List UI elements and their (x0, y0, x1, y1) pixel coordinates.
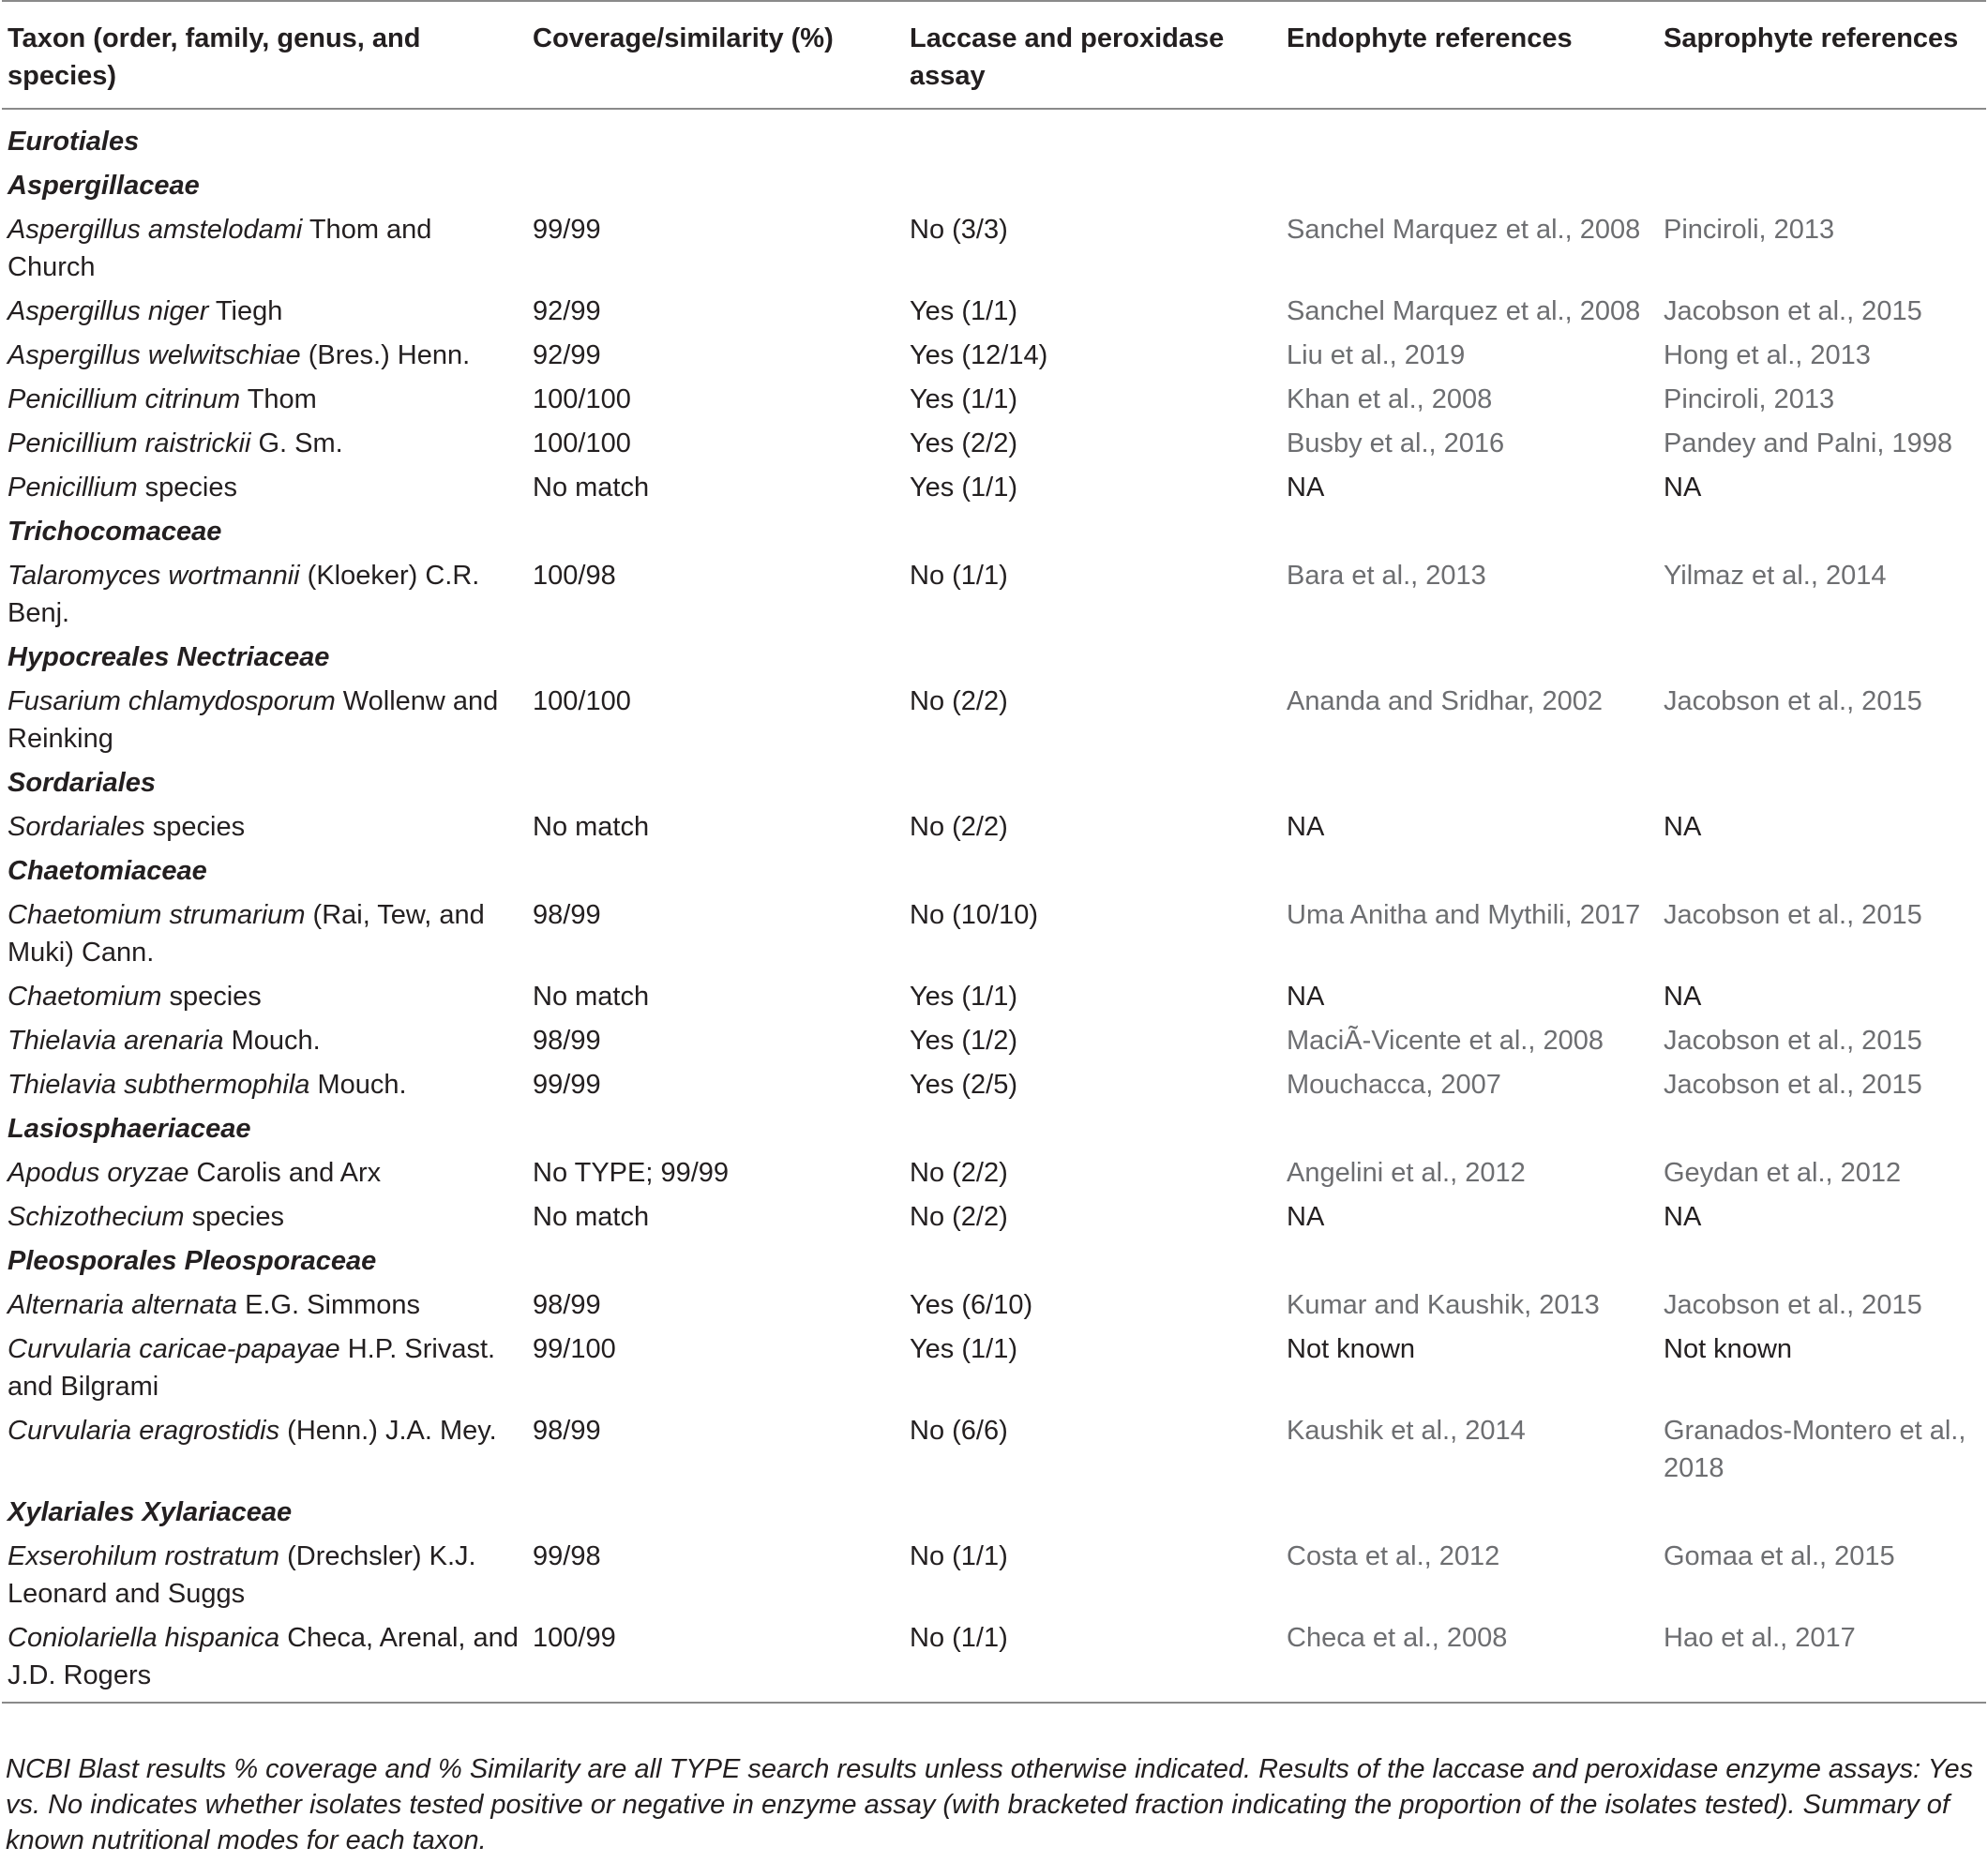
table-row (2, 1283, 1986, 1327)
taxon-group-label: Lasiosphaeriaceae (8, 1114, 251, 1144)
taxon-authority: species (144, 812, 246, 842)
taxon-cell (2, 1615, 527, 1703)
coverage-cell: 99/99 (533, 1070, 601, 1100)
endophyte-reference-cell: Checa et al., 2008 (1281, 1615, 1658, 1703)
saprophyte-reference-cell: NA (1664, 473, 1702, 503)
taxon-group-row (2, 163, 1986, 207)
endophyte-reference-cell: NA (1287, 473, 1325, 503)
table-row (2, 377, 1986, 421)
coverage-cell: 99/100 (533, 1334, 616, 1364)
coverage-cell: 100/100 (533, 428, 631, 458)
saprophyte-reference-cell: Jacobson et al., 2015 (1664, 900, 1922, 930)
taxon-species-name: Curvularia eragrostidis (8, 1416, 280, 1446)
table-row (2, 1327, 1986, 1408)
endophyte-reference-cell: MaciÃ-Vicente et al., 2008 (1287, 1026, 1604, 1056)
table-row (2, 1018, 1986, 1062)
taxon-species-name: Thielavia arenaria (8, 1026, 224, 1056)
saprophyte-reference-cell: Pandey and Palni, 1998 (1664, 428, 1952, 458)
assay-cell: Yes (2/2) (910, 428, 1017, 458)
taxon-authority: species (184, 1202, 284, 1232)
endophyte-reference-cell: Bara et al., 2013 (1287, 561, 1486, 591)
assay-cell: No (2/2) (910, 686, 1008, 716)
header-row (2, 1, 1986, 109)
table-row (2, 1408, 1986, 1490)
saprophyte-reference-cell: Jacobson et al., 2015 (1664, 686, 1922, 716)
taxon-cell (2, 1062, 527, 1106)
endophyte-reference-cell: Sanchel Marquez et al., 2008 (1287, 215, 1641, 245)
assay-cell: Yes (1/1) (910, 982, 1017, 1012)
assay-cell: Yes (1/1) (910, 296, 1017, 326)
assay-cell: Yes (1/2) (910, 1026, 1017, 1056)
taxon-authority: Wollenw and Reinking (8, 686, 506, 754)
taxon-species-name: Aspergillus amstelodami (8, 215, 303, 245)
coverage-cell: 98/99 (533, 1416, 601, 1446)
endophyte-reference-cell: Costa et al., 2012 (1287, 1541, 1500, 1571)
taxon-species-name: Penicillium (8, 473, 138, 503)
taxon-cell (2, 1150, 527, 1194)
taxon-species-name: Chaetomium strumarium (8, 900, 306, 930)
coverage-cell: 100/100 (533, 384, 631, 414)
table-row (2, 289, 1986, 333)
coverage-cell: 100/100 (533, 686, 631, 716)
saprophyte-reference-cell: Hao et al., 2017 (1658, 1615, 1986, 1703)
assay-cell: Yes (1/1) (910, 473, 1017, 503)
table-row (2, 333, 1986, 377)
assay-cell: No (2/2) (910, 812, 1008, 842)
taxon-cell (2, 1018, 527, 1062)
endophyte-reference-cell: Mouchacca, 2007 (1287, 1070, 1501, 1100)
taxon-group-label: Aspergillaceae (8, 171, 200, 201)
taxon-group-label: Trichocomaceae (8, 517, 222, 547)
taxon-cell (2, 1283, 527, 1327)
table-row (2, 465, 1986, 509)
taxon-species-name: Sordariales (8, 812, 145, 842)
assay-cell: No (2/2) (910, 1158, 1008, 1188)
taxon-group-row (2, 848, 1986, 893)
taxon-cell (2, 289, 527, 333)
taxon-authority: E.G. Simmons (237, 1290, 421, 1320)
saprophyte-reference-cell: Pinciroli, 2013 (1664, 215, 1835, 245)
endophyte-reference-cell: NA (1287, 1202, 1325, 1232)
endophyte-reference-cell: Angelini et al., 2012 (1287, 1158, 1526, 1188)
taxon-cell (2, 893, 527, 974)
header-endophyte: Endophyte references (1281, 1, 1658, 109)
table-row (2, 421, 1986, 465)
taxon-species-name: Alternaria alternata (8, 1290, 238, 1320)
coverage-cell: 100/99 (527, 1615, 904, 1703)
assay-cell: No (3/3) (910, 215, 1008, 245)
taxon-group-label: Hypocreales Nectriaceae (8, 642, 330, 672)
coverage-cell: 98/99 (533, 1290, 601, 1320)
taxon-authority: Tiegh (208, 296, 283, 326)
taxon-cell (2, 679, 527, 760)
table-row (2, 1062, 1986, 1106)
saprophyte-reference-cell: Pinciroli, 2013 (1664, 384, 1835, 414)
taxon-authority: Thom (240, 384, 317, 414)
table-row (2, 1534, 1986, 1615)
taxon-authority: (Drechsler) K.J. Leonard and Suggs (8, 1541, 484, 1609)
table-row (2, 974, 1986, 1018)
table-row (2, 1194, 1986, 1239)
saprophyte-reference-cell: Yilmaz et al., 2014 (1664, 561, 1887, 591)
taxon-cell (2, 553, 527, 635)
taxon-cell (2, 804, 527, 848)
saprophyte-reference-cell: NA (1664, 1202, 1702, 1232)
table-row (2, 1150, 1986, 1194)
fungal-taxa-table (2, 0, 1986, 1704)
taxon-species-name: Thielavia subthermophila (8, 1070, 310, 1100)
coverage-cell: No match (533, 812, 650, 842)
header-saprophyte: Saprophyte references (1658, 1, 1986, 109)
taxon-authority: (Bres.) Henn. (300, 340, 471, 370)
taxon-species-name: Aspergillus welwitschiae (8, 340, 301, 370)
taxon-cell (2, 377, 527, 421)
saprophyte-reference-cell: Jacobson et al., 2015 (1664, 1070, 1922, 1100)
taxon-group-row (2, 1490, 1986, 1534)
coverage-cell: 92/99 (533, 340, 601, 370)
assay-cell: Yes (2/5) (910, 1070, 1017, 1100)
taxon-group-label: Pleosporales Pleosporaceae (8, 1246, 377, 1276)
taxon-authority: (Rai, Tew, and Muki) Cann. (8, 900, 492, 968)
taxon-cell (2, 1534, 527, 1615)
coverage-cell: 98/99 (533, 1026, 601, 1056)
table-row (2, 553, 1986, 635)
taxon-group-label: Chaetomiaceae (8, 856, 207, 886)
endophyte-reference-cell: Ananda and Sridhar, 2002 (1287, 686, 1603, 716)
taxon-group-label: Xylariales Xylariaceae (8, 1497, 293, 1527)
saprophyte-reference-cell: Jacobson et al., 2015 (1664, 1026, 1922, 1056)
taxon-authority: species (137, 473, 237, 503)
taxon-cell (2, 1408, 527, 1490)
taxon-species-name: Talaromyces wortmannii (8, 561, 300, 591)
taxon-group-label: Sordariales (8, 768, 156, 798)
taxon-group-row (2, 635, 1986, 679)
table-header (2, 1, 1986, 109)
coverage-cell: No match (533, 982, 650, 1012)
saprophyte-reference-cell: Geydan et al., 2012 (1664, 1158, 1902, 1188)
saprophyte-reference-cell: Gomaa et al., 2015 (1664, 1541, 1895, 1571)
coverage-cell: No TYPE; 99/99 (533, 1158, 730, 1188)
table-row (2, 804, 1986, 848)
table-row (2, 1615, 1986, 1703)
endophyte-reference-cell: Khan et al., 2008 (1287, 384, 1493, 414)
coverage-cell: 92/99 (533, 296, 601, 326)
taxon-species-name: Apodus oryzae (8, 1158, 189, 1188)
assay-cell: No (1/1) (910, 1541, 1008, 1571)
taxon-group-row (2, 1239, 1986, 1283)
header-coverage: Coverage/similarity (%) (527, 1, 904, 109)
taxon-authority: (Kloeker) C.R. Benj. (8, 561, 488, 628)
taxon-species-name: Aspergillus niger (8, 296, 209, 326)
assay-cell: No (10/10) (910, 900, 1039, 930)
header-taxon: Taxon (order, family, genus, and species) (2, 1, 527, 109)
endophyte-reference-cell: Kumar and Kaushik, 2013 (1287, 1290, 1600, 1320)
saprophyte-reference-cell: Jacobson et al., 2015 (1664, 1290, 1922, 1320)
taxon-cell (2, 207, 527, 289)
taxon-cell (2, 465, 527, 509)
saprophyte-reference-cell: Granados-Montero et al., 2018 (1664, 1416, 1966, 1483)
endophyte-reference-cell: NA (1287, 812, 1325, 842)
assay-cell: Yes (1/1) (910, 384, 1017, 414)
endophyte-reference-cell: Kaushik et al., 2014 (1287, 1416, 1526, 1446)
taxon-species-name: Curvularia caricae-papayae (8, 1334, 340, 1364)
header-assay: Laccase and peroxidase assay (904, 1, 1281, 109)
taxon-authority: Mouch. (309, 1070, 407, 1100)
taxon-species-name: Fusarium chlamydosporum (8, 686, 336, 716)
coverage-cell: 100/98 (533, 561, 616, 591)
assay-cell: No (1/1) (904, 1615, 1281, 1703)
endophyte-reference-cell: Sanchel Marquez et al., 2008 (1287, 296, 1641, 326)
endophyte-reference-cell: Not known (1287, 1334, 1416, 1364)
assay-cell: Yes (1/1) (910, 1334, 1017, 1364)
coverage-cell: No match (533, 473, 650, 503)
taxon-species-name: Penicillium raistrickii (8, 428, 251, 458)
taxon-species-name: Penicillium citrinum (8, 384, 241, 414)
assay-cell: No (1/1) (910, 561, 1008, 591)
endophyte-reference-cell: Liu et al., 2019 (1287, 340, 1466, 370)
taxon-authority: Mouch. (223, 1026, 321, 1056)
taxon-authority: Carolis and Arx (188, 1158, 382, 1188)
taxon-cell (2, 1194, 527, 1239)
table-row (2, 679, 1986, 760)
taxon-species-name: Schizothecium (8, 1202, 185, 1232)
taxon-cell (2, 974, 527, 1018)
table-footnote: NCBI Blast results % coverage and % Similarity are all TYPE search results unless otherwise indicated. Results of the laccase and peroxidase enzyme assays: Yes vs. No indicates whether isolates tested positive or negative in enzyme assay (with bracketed fraction indicating the proportion of the isolates tested). Summary of known nutritional modes for each taxon. (6, 1754, 1974, 1855)
table-row (2, 207, 1986, 289)
taxon-group-row (2, 760, 1986, 804)
taxon-species-name: Chaetomium (8, 982, 162, 1012)
taxon-group-row (2, 1106, 1986, 1150)
coverage-cell: 99/99 (533, 215, 601, 245)
coverage-cell: 98/99 (533, 900, 601, 930)
table-row (2, 893, 1986, 974)
taxon-group-label: Eurotiales (8, 127, 140, 157)
taxon-authority: Thom and Church (8, 215, 440, 282)
assay-cell: Yes (6/10) (910, 1290, 1033, 1320)
table-body (2, 109, 1986, 1703)
taxon-group-row (2, 509, 1986, 553)
taxon-cell (2, 333, 527, 377)
endophyte-reference-cell: Busby et al., 2016 (1287, 428, 1505, 458)
taxon-species-name: Exserohilum rostratum (8, 1541, 280, 1571)
assay-cell: Yes (12/14) (910, 340, 1048, 370)
taxon-authority: Checa, Arenal, and J.D. Rogers (8, 1623, 526, 1690)
taxon-group-row (2, 109, 1986, 163)
taxon-authority: (Henn.) J.A. Mey. (279, 1416, 497, 1446)
endophyte-reference-cell: Uma Anitha and Mythili, 2017 (1287, 900, 1641, 930)
saprophyte-reference-cell: NA (1664, 982, 1702, 1012)
coverage-cell: 99/98 (533, 1541, 601, 1571)
taxon-authority: G. Sm. (250, 428, 343, 458)
taxon-authority: species (161, 982, 262, 1012)
saprophyte-reference-cell: Not known (1664, 1334, 1793, 1364)
assay-cell: No (2/2) (910, 1202, 1008, 1232)
saprophyte-reference-cell: Hong et al., 2013 (1664, 340, 1871, 370)
saprophyte-reference-cell: NA (1664, 812, 1702, 842)
assay-cell: No (6/6) (910, 1416, 1008, 1446)
coverage-cell: No match (533, 1202, 650, 1232)
taxon-cell (2, 421, 527, 465)
taxon-authority: H.P. Srivast. and Bilgrami (8, 1334, 504, 1402)
saprophyte-reference-cell: Jacobson et al., 2015 (1664, 296, 1922, 326)
taxon-cell (2, 1327, 527, 1408)
taxon-species-name: Coniolariella hispanica (8, 1623, 280, 1653)
endophyte-reference-cell: NA (1287, 982, 1325, 1012)
